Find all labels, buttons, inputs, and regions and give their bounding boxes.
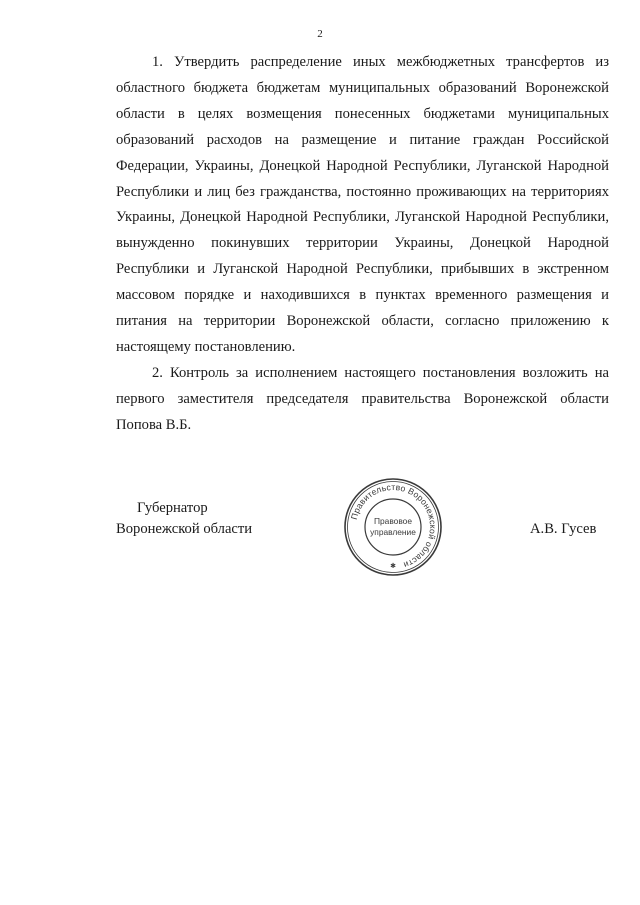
page-number: 2 xyxy=(317,28,323,40)
stamp-star-icon: ✱ xyxy=(390,562,396,570)
paragraph-2: 2. Контроль за исполнением настоящего постановления возложить на первого заместителя председателя правительства Воронежской области Попова В.Б. xyxy=(116,364,609,433)
official-stamp xyxy=(342,476,444,578)
stamp-seal-icon xyxy=(342,476,444,578)
document-body xyxy=(116,50,609,439)
paragraph-1: 1. Утвердить распределение иных межбюджетных трансфертов из областного бюджета бюджетам муниципальных образований Воронежской области в целях возмещения понесенных бюджетами муниципальных образований расходов на размещение и питание граждан Российской Федерации, Украины, Донецкой Народной Республики, Луганской Народной Республики и лиц без гражданства, постоянно проживающих на территориях Украины, Донецкой Народной Республики, Луганской Народной Республики, вынужденно покинувших территории Украины, Донецкой Народной Республики и Луганской Народной Республики, прибывших в экстренном массовом порядке и находившихся в пунктах временного размещения и питания на территории Воронежской области, согласно приложению к настоящему постановлению. xyxy=(116,54,609,355)
signatory-title xyxy=(116,498,252,540)
signatory-title-line-2: Воронежской области xyxy=(116,521,253,537)
stamp-inner-line-2: управление xyxy=(370,527,416,537)
signatory-title-line-1: Губернатор xyxy=(137,500,208,516)
stamp-outer-text: Правительство Воронежской области xyxy=(348,481,439,571)
stamp-inner-line-1: Правовое xyxy=(373,516,413,526)
signatory-name: А.В. Гусев xyxy=(530,521,597,537)
